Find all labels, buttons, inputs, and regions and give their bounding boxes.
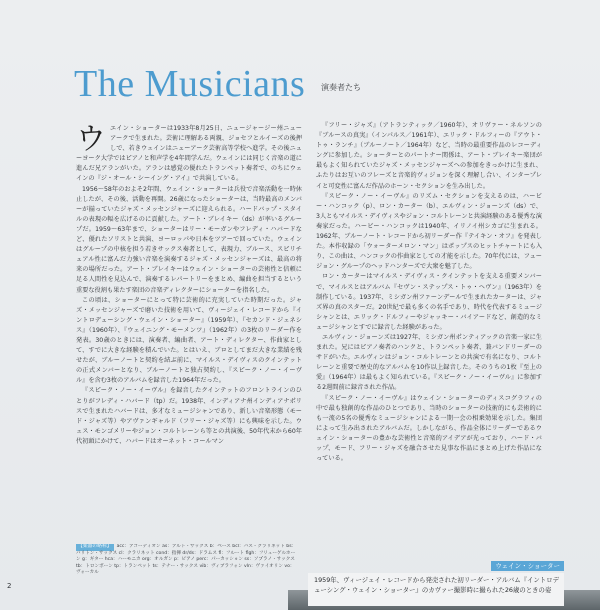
note-text: acc：アコーディオン as：アルト・サックス b：ベース bcl：バス・クラリネット bs：バリトン・サックス cl：クラリネット cond：指揮 dr/ds：ドラムス fl：フルート flgh：フリューゲルホーン g：ギター hca：ハーモニカ org：オルガン p：ピアノ perc：パーカッション ss：ソプラノ・サックス tb：トロンボーン tp：トランペット ts：テナー・サックス vib：ヴィブラフォン vln：ヴァイオリン vo：ヴォーカル — [76, 544, 297, 576]
page-subtitle: 演奏者たち — [321, 83, 361, 92]
article-left-column — [76, 124, 302, 447]
photo-caption-box — [308, 562, 564, 606]
page-title: The Musicians — [74, 63, 306, 105]
article-paragraph: 『スピーク・ノー・イーヴル』はウェイン・ショーターのディスコグラフィの中で最も独創的な作品のひとつであり、当時のショーターの技術的にも芸術的にも一流の5名の優秀なミュージシャンによる一期一会の相乗効果を示した。集団によって生み出されたアルバムだ。しかしながら、作品全体にリーダーであるウェイン・ショーターの豊かな芸術性と音楽的アイデアが光っており、ハード・バップ、モード、フリー・ジャズを融合させた見事な作品にまとめ上げた作品になっている。 — [316, 394, 542, 463]
caption-label: ウェイン・ショーター — [491, 561, 564, 571]
photo-caption: 1959年、ヴィージェイ・レコードから発売された初リーダー・アルバム『イントロデューシング・ウェイン・ショーター』のカヴァー撮影時に撮られた26歳のときの姿 — [314, 576, 559, 594]
article-right-column — [316, 121, 542, 464]
page-number: 2 — [7, 582, 12, 590]
note-label: 【楽器の略称】 — [78, 544, 112, 549]
article-paragraph: エルヴィン・ジョーンズは1927年、ミシガン州ポンティアックの音楽一家に生まれた。兄にはピアノ奏者のハンクと、トランペット奏者、兼バンドリーダーのサドがいた。エルヴィンはジョン・コルトレーンとの共演で有名になり、コルトレーンと重要で歴史的なアルバムを10作以上録音した。そのうちの1枚『至上の愛』（1964年）は最もよく知られている。『スピーク・ノー・イーヴル』に参加する2週間前に録音された作品。 — [316, 333, 542, 392]
instrument-abbreviations-note — [76, 544, 298, 592]
article-paragraph: 『フリー・ジャズ』（アトランティック／1960年）、オリヴァー・ネルソンの『ブルースの真実』（インパルス／1961年）、エリック・ドルフィーの『アウト・トゥ・ランチ』（ブルーノート／1964年）など、当時の最重要作品のレコーディングに参加した。ショーターとのパートナー関係は、アート・ブレイキー楽団が最もよく知られていたジャズ・メッセンジャーズへの参加をきっかけに生まれ、ふたりはお互いのフレーズと音楽的ヴィジョンを深く理解し合い、インタープレイと可変性に富んだ作品のホーン・セクションを生み出した。 — [316, 122, 542, 190]
article-paragraph: エイン・ショーターは1933年8月25日、ニュージャージー州ニューアークで生まれた。芸術に理解ある両親、ジョセフとルイーズの後押しで、若きウェインはニューアーク芸術高等学校へ進学。その後ニューヨーク大学ではピアノと和声学を4年間学んだ。ウェインには同じく音楽の道に進んだ兄アランがいた。アランは感覚の優れたトランペット奏者で、のちにウェインの『ジ・オール・シーイング・アイ』で共演している。 — [76, 125, 302, 183]
drop-cap: ウ — [76, 122, 106, 157]
article-paragraph: 『スピーク・ノー・イーヴル』を録音したクインテットのフロントラインのひとりがフレディ・ハバード（tp）だ。1938年、インディアナ州インディアナポリスで生まれたハバードは、多才なミュージシャンであり、新しい音楽形態（モード・ジャズ等）やアヴァンギャルド（フリー・ジャズ等）にも興味を示した。ウェス・モンゴメリーやジョン・コルトレーンら等との共演後、50年代末から60年代初頭にかけて、ハバードはオーネット・コールマン — [76, 387, 302, 445]
article-paragraph: この頃は、ショーターにとって特に芸術的に充実していた時期だった。ジャズ・メッセンジャーズで磨いた技術を用いて、ヴィージェイ・レコードから『イントロデューシング・ウェイン・ショーター』（1959年）、『セカンド・ジェネシス』（1960年）、『ウェイニング・モーメンツ』（1962年）の3枚のリーダー作を発表。30歳のときには、演奏者、編曲者、アート・ディレクター、作曲家として、すでに大きな経験を積んでいた。とはいえ、ブロとしてまだ大きな業績を残せたが、ブルーノートと契約を結ぶ前に、マイルス・デイヴィスのクインテットの正式メンバーとなり、ブルーノートと独占契約し、『スピーク・ノー・イーヴル』を含む3枚のアルバムを録音した1964年だった。 — [76, 296, 302, 385]
article-paragraph: 1956〜58年のおよそ2年間、ウェイン・ショーターは兵役で音楽活動を一時休止したが、その後、活動を再開。26歳になったショーターは、当時最高のメンバーが揃っていたジャズ・メッセンジャーズに迎えられる。ハードバップ・スタイルの表現の幅を広げるのに貢献した。アート・ブレイキー（ds）が率いるグループだ。1959〜63年まで、ショーターはリー・モーガンやフレディ・ハバードなど、優れたソリストと共演、ヨーロッパや日本をツアーで回っていた。ウェインはグループの中核を担う若きサックス奏者として、表現力、ブルース、スピリチュアル性に富んだ力強い音楽を演奏するジャズ・メッセンジャーズは、最高の将来の場所だった。アート・ブレイキーはウェイン・ショーターの芸術性と信頼に足る人間性を見込んで、演奏するレパートリーをまとめ、編曲を担当するという重要な役割も果たす楽団の音楽ディレクターにショーターを指名した。 — [76, 185, 302, 294]
article-paragraph: 『スピーク・ノー・イーヴル』のリズム・セクションを支えるのは、ハービー・ハンコック（p）、ロン・カーター（b）、エルヴィン・ジョーンズ（ds）で、3人ともマイルス・デイヴィスやジョン・コルトレーンと共演経験のある優秀な演奏家だった。ハービー・ハンコックは1940年、イリノイ州シカゴに生まれる。1962年、ブルーノート・レコードから初リーダー作『テイキン・オフ』を発表した。本作収録の「ウォーターメロン・マン」はポップスのヒットチャートにも入り、この曲は、ハンコックの作曲家としての才能を示した。70年代には、フュージョン・グループのヘッドハンターズで大衆を魅了した。 — [316, 192, 542, 271]
article-paragraph: ロン・カーターはマイルス・デイヴィス・クインテットを支える重要メンバーで、マイルスとはアルバム『セヴン・ステップス・トゥ・ヘヴン』（1963年）を制作している。1937年、ミシガン州ファーンデールで生まれたカーターは、ジャズ界の真のスターだ。20世紀で最も多くの名手であり、時代を代表するミュージシャンとは、エリック・ドルフィーやジャッキー・バイアードなど、創造的なミュージシャンとすでに録音した経験があった。 — [316, 273, 542, 331]
